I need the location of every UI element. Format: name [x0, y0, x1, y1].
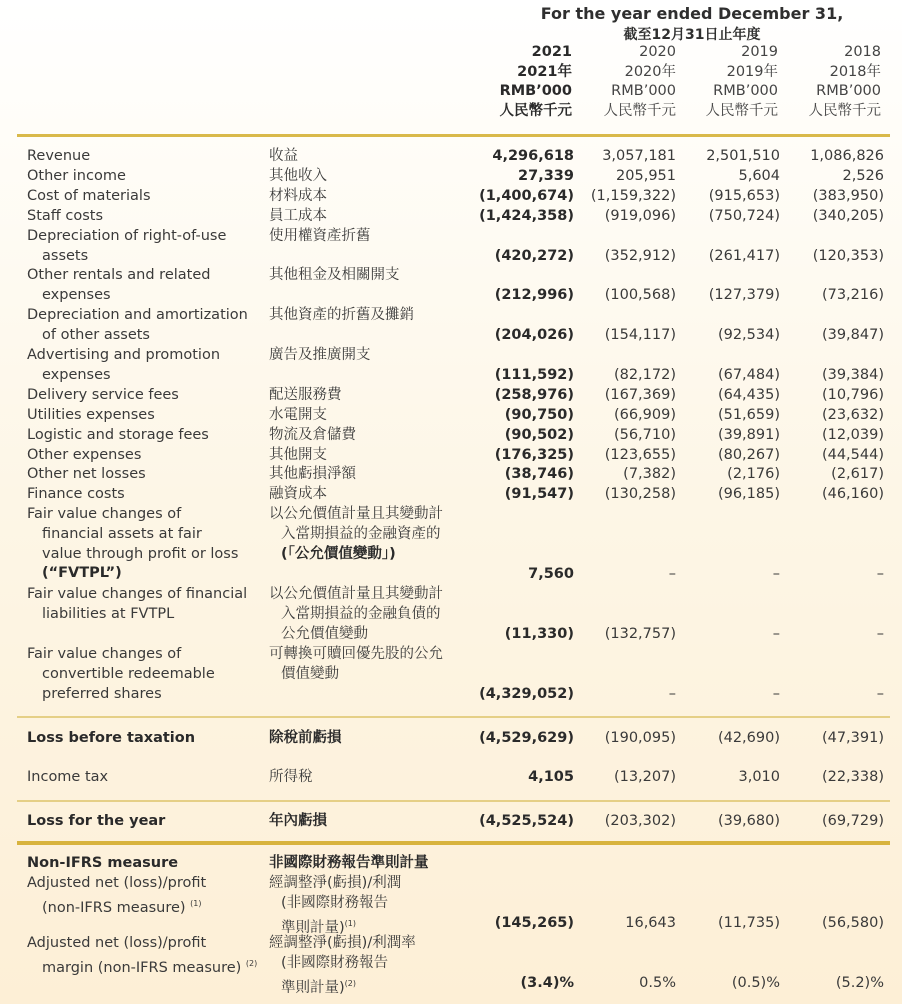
- period-title-zh: 截至12月31日止年度: [623, 27, 761, 43]
- footnote-marker: (1): [190, 898, 202, 908]
- header-divider: [17, 134, 890, 137]
- table-header: [0, 0, 902, 130]
- total-divider: [17, 800, 890, 802]
- footnote-marker: (2): [344, 978, 357, 988]
- column-header-2019: 2019 2019年 RMB’000 人民幣千元: [705, 44, 778, 119]
- footnote-marker: (1): [344, 918, 357, 928]
- subtotal-divider: [17, 716, 890, 718]
- column-header-2021: 2021 2021年 RMB’000 人民幣千元: [499, 44, 572, 119]
- period-title: For the year ended December 31,: [540, 4, 844, 23]
- column-header-2020: 2020 2020年 RMB’000 人民幣千元: [603, 44, 676, 119]
- non-ifrs-divider: [17, 841, 890, 845]
- footnote-marker: (2): [245, 958, 258, 968]
- column-header-2018: 2018 2018年 RMB’000 人民幣千元: [808, 44, 881, 119]
